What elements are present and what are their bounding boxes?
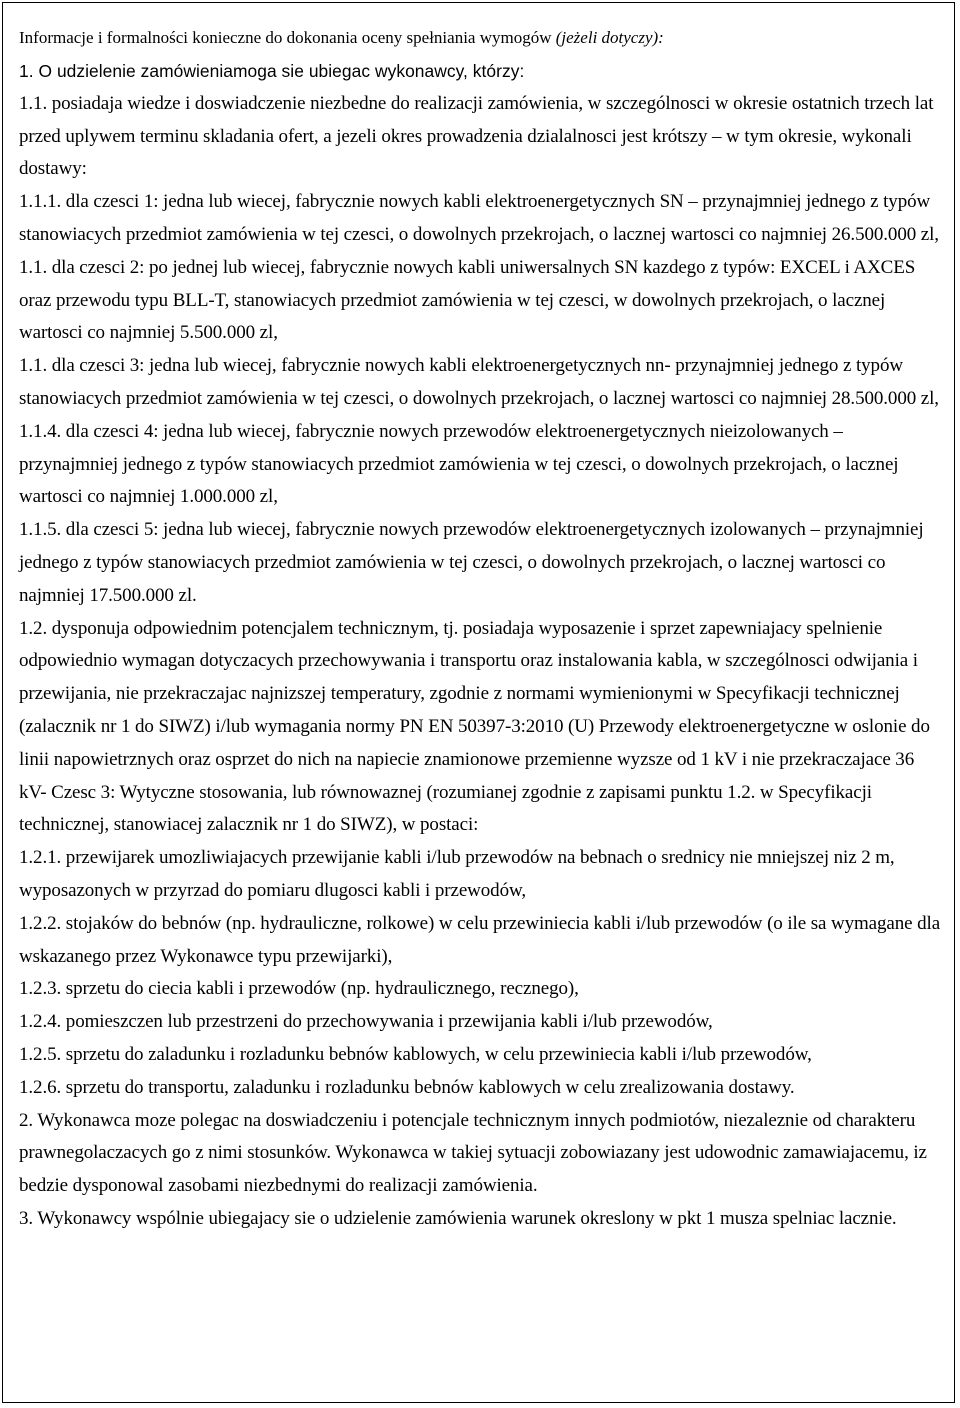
paragraph-2: 2. Wykonawca moze polegac na doswiadczeniu i potencjale technicznym innych podmiotów, niezaleznie od charakteru prawnegolaczacych go z nimi stosunków. Wykonawca w takiej sytuacji zobowiazany jest udowodnic zamawiajacemu, iz bedzie dysponowal zasobami niezbednymi do realizacji zamówienia. — [19, 1109, 927, 1197]
paragraph-1-2-6: 1.2.6. sprzetu do transportu, zaladunku i rozladunku bebnów kablowych w celu zrealizowania dostawy. — [19, 1076, 795, 1098]
paragraph-1-2-4: 1.2.4. pomieszczen lub przestrzeni do przechowywania i przewijania kabli i/lub przewodów, — [19, 1011, 713, 1033]
paragraph-1-2-3: 1.2.3. sprzetu do ciecia kabli i przewodów (np. hydraulicznego, recznego), — [19, 978, 579, 1000]
header-text: Informacje i formalności konieczne do dokonania oceny spełniania wymogów — [19, 28, 556, 47]
paragraph-1: 1. O udzielenie zamówieniamoga sie ubiegac wykonawcy, którzy: — [19, 61, 525, 81]
document-header — [19, 28, 941, 48]
paragraph-3: 3. Wykonawcy wspólnie ubiegajacy sie o udzielenie zamówienia warunek okreslony w pkt 1 musza spelniac lacznie. — [19, 1207, 897, 1229]
header-condition: (jeżeli dotyczy): — [555, 28, 664, 47]
paragraph-1-2: 1.2. dysponuja odpowiednim potencjalem technicznym, tj. posiadaja wyposazenie i sprzet zapewniajacy spelnienie odpowiednio wymagan dotyczacych przechowywania i transportu oraz instalowania kabla, w szczególnosci odwijania i przewijania, nie przekraczajac najnizszej temperatury, zgodnie z normami wymienionymi w Specyfikacji technicznej (zalacznik nr 1 do SIWZ) i/lub wymagania normy PN EN 50397-3:2010 (U) Przewody elektroenergetyczne w oslonie do linii napowietrznych oraz osprzet do nich na napiecie znamionowe przemienne wyzsze od 1 kV i nie przekraczajace 36 kV- Czesc 3: Wytyczne stosowania, lub równowaznej (rozumianej zgodnie z zapisami punktu 1.2. w Specyfikacji technicznej, stanowiacej zalacznik nr 1 do SIWZ), w postaci: — [19, 617, 930, 836]
paragraph-1-1-3: 1.1. dla czesci 3: jedna lub wiecej, fabrycznie nowych kabli elektroenergetycznych nn- przynajmniej jednego z typów stanowiacych przedmiot zamówienia w tej czesci, o dowolnych przekrojach, o lacznej wartosci co najmniej 28.500.000 zl, — [19, 355, 939, 409]
paragraph-1-1-5: 1.1.5. dla czesci 5: jedna lub wiecej, fabrycznie nowych przewodów elektroenergetycznych izolowanych – przynajmniej jednego z typów stanowiacych przedmiot zamówienia w tej czesci, o dowolnych przekrojach, o lacznej wartosci co najmniej 17.500.000 zl. — [19, 519, 924, 606]
paragraph-1-1-4: 1.1.4. dla czesci 4: jedna lub wiecej, fabrycznie nowych przewodów elektroenergetycznych nieizolowanych – przynajmniej jednego z typów stanowiacych przedmiot zamówienia w tej czesci, o dowolnych przekrojach, o lacznej wartosci co najmniej 1.000.000 zl, — [19, 420, 899, 508]
paragraph-1-1-1: 1.1.1. dla czesci 1: jedna lub wiecej, fabrycznie nowych kabli elektroenergetycznych SN – przynajmniej jednego z typów stanowiacych przedmiot zamówienia w tej czesci, o dowolnych przekrojach, o lacznej wartosci co najmniej 26.500.000 zl, — [19, 191, 939, 245]
paragraph-1-2-1: 1.2.1. przewijarek umozliwiajacych przewijanie kabli i/lub przewodów na bebnach o srednicy nie mniejszej niz 2 m, wyposazonych w przyrzad do pomiaru dlugosci kabli i przewodów, — [19, 847, 895, 901]
paragraph-1-2-5: 1.2.5. sprzetu do zaladunku i rozladunku bebnów kablowych, w celu przewiniecia kabli i/lub przewodów, — [19, 1043, 812, 1065]
paragraph-1-2-2: 1.2.2. stojaków do bebnów (np. hydrauliczne, rolkowe) w celu przewiniecia kabli i/lub przewodów (o ile sa wymagane dla wskazanego przez Wykonawce typu przewijarki), — [19, 912, 941, 967]
paragraph-1-1-2: 1.1. dla czesci 2: po jednej lub wiecej, fabrycznie nowych kabli uniwersalnych SN kazdego z typów: EXCEL i AXCES oraz przewodu typu BLL-T, stanowiacych przedmiot zamówienia w tej czesci, w dowolnych przekrojach, o lacznej wartosci co najmniej 5.500.000 zl, — [19, 256, 916, 344]
paragraph-1-1: 1.1. posiadaja wiedze i doswiadczenie niezbedne do realizacji zamówienia, w szczególnosci w okresie ostatnich trzech lat przed uplywem terminu skladania ofert, a jezeli okres prowadzenia dzialalnosci jest krótszy – w tym okresie, wykonali dostawy: — [19, 92, 934, 180]
document-body — [19, 28, 941, 1236]
